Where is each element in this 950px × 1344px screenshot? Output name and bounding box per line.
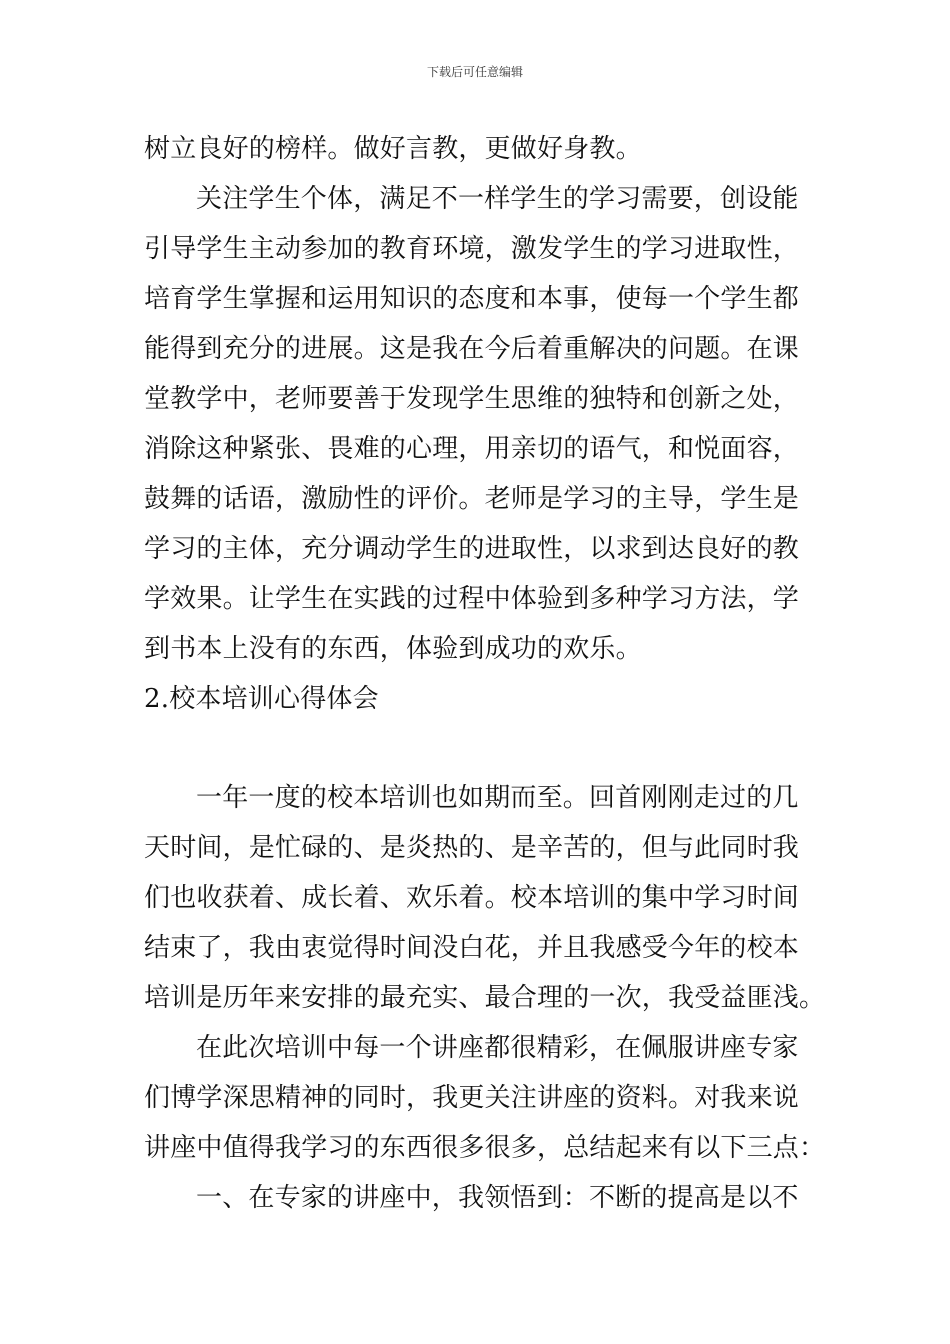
paragraph-line: 引导学生主动参加的教育环境，激发学生的学习进取性， — [144, 234, 800, 264]
paragraph-line: 结束了，我由衷觉得时间没白花，并且我感受今年的校本 — [144, 933, 800, 963]
paragraph-line: 学习的主体，充分调动学生的进取性，以求到达良好的教 — [144, 534, 800, 564]
paragraph-line: 消除这种紧张、畏难的心理，用亲切的语气，和悦面容， — [144, 434, 800, 464]
paragraph-first-line: 一、在专家的讲座中，我领悟到：不断的提高是以不 — [196, 1183, 799, 1213]
paragraph-line: 能得到充分的进展。这是我在今后着重解决的问题。在课 — [144, 334, 800, 364]
section-heading: 2.校本培训心得体会 — [144, 684, 379, 714]
paragraph-line: 们博学深思精神的同时，我更关注讲座的资料。对我来说 — [144, 1083, 800, 1113]
paragraph-line: 堂教学中，老师要善于发现学生思维的独特和创新之处， — [144, 384, 800, 414]
paragraph-first-line: 一年一度的校本培训也如期而至。回首刚刚走过的几 — [196, 783, 799, 813]
paragraph-first-line: 在此次培训中每一个讲座都很精彩，在佩服讲座专家 — [196, 1033, 799, 1063]
paragraph-first-line: 关注学生个体，满足不一样学生的学习需要，创设能 — [196, 184, 799, 214]
paragraph-line: 们也收获着、成长着、欢乐着。校本培训的集中学习时间 — [144, 883, 800, 913]
paragraph-line: 天时间，是忙碌的、是炎热的、是辛苦的，但与此同时我 — [144, 833, 800, 863]
paragraph-line: 鼓舞的话语，激励性的评价。老师是学习的主导，学生是 — [144, 484, 800, 514]
paragraph-line: 培育学生掌握和运用知识的态度和本事，使每一个学生都 — [144, 284, 800, 314]
paragraph-line: 树立良好的榜样。做好言教，更做好身教。 — [144, 134, 642, 164]
paragraph-line: 学效果。让学生在实践的过程中体验到多种学习方法，学 — [144, 584, 800, 614]
paragraph-line: 讲座中值得我学习的东西很多很多，总结起来有以下三点： — [144, 1133, 826, 1163]
document-body — [144, 124, 826, 1223]
paragraph-line: 培训是历年来安排的最充实、最合理的一次，我受益匪浅。 — [144, 983, 826, 1013]
section-spacer — [144, 724, 808, 773]
paragraph-line: 到书本上没有的东西，体验到成功的欢乐。 — [144, 634, 642, 664]
page-header: 下载后可任意编辑 — [426, 65, 523, 79]
